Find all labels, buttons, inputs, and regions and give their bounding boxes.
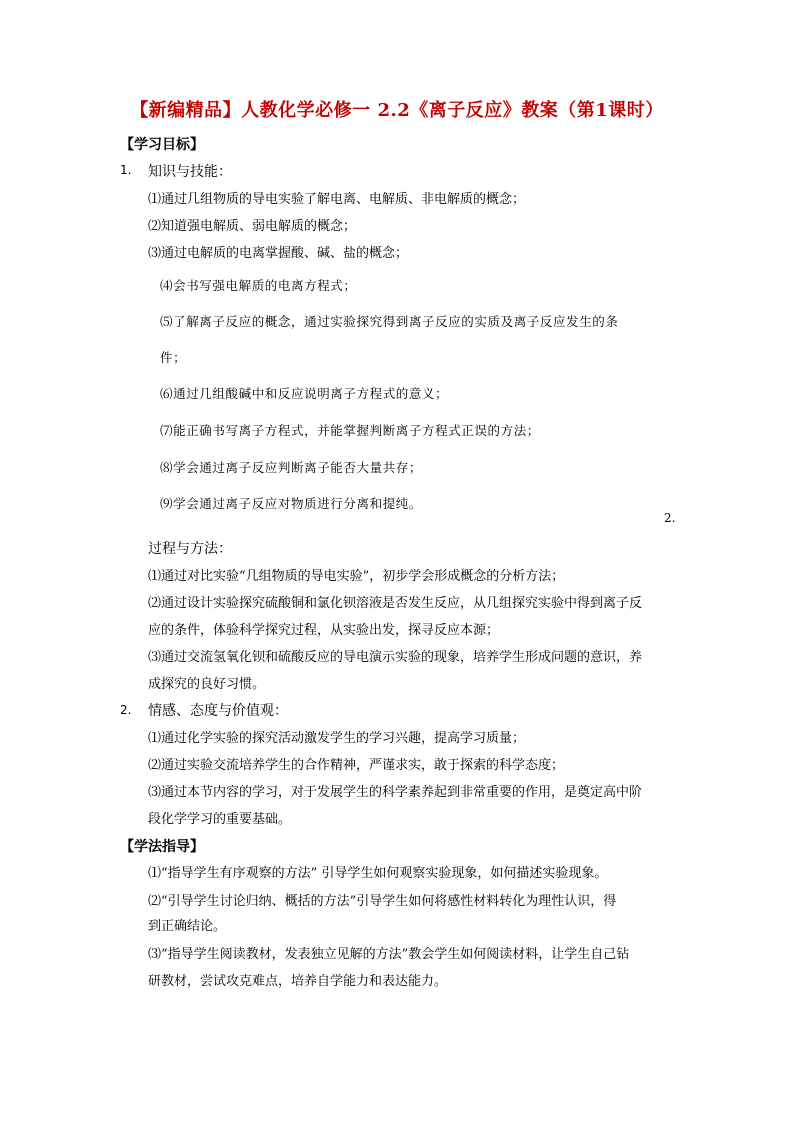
list-item: ⑻学会通过离子反应判断离子能否大量共存； bbox=[160, 460, 423, 475]
list-number: 2. bbox=[664, 511, 676, 525]
subsection-label: 过程与方法： bbox=[148, 541, 232, 557]
list-item: ⑵通过实验交流培养学生的合作精神，严谨求实，敢于探索的科学态度； bbox=[148, 758, 565, 773]
section-heading-objectives: 【学习目标】 bbox=[120, 137, 204, 153]
list-item: ⑴通过几组物质的导电实验了解电离、电解质、非电解质的概念； bbox=[148, 192, 526, 207]
list-item: ⑶通过电解质的电离掌握酸、碱、盐的概念； bbox=[148, 246, 409, 261]
list-item: 到正确结论。 bbox=[148, 919, 227, 934]
list-item: ⑴通过化学实验的探究活动激发学生的学习兴趣，提高学习质量； bbox=[148, 731, 526, 746]
subsection-label: 知识与技能： bbox=[148, 164, 232, 180]
list-item: 研教材，尝试攻克难点，培养自学能力和表达能力。 bbox=[148, 974, 448, 989]
list-item: ⑼学会通过离子反应对物质进行分离和提纯。 bbox=[160, 496, 423, 511]
list-item: ⑴“指导学生有序观察的方法” 引导学生如何观察实验现象，如何描述实验现象。 bbox=[148, 866, 608, 881]
list-item: 件； bbox=[160, 350, 187, 365]
list-item: ⑴通过对比实验“几组物质的导电实验”，初步学会形成概念的分析方法； bbox=[148, 569, 565, 584]
list-item: ⑷会书写强电解质的电离方程式； bbox=[160, 278, 357, 293]
page-title: 【新编精品】人教化学必修一 2.2《离子反应》教案（第1课时） bbox=[130, 100, 664, 121]
list-item: ⑹通过几组酸碱中和反应说明离子方程式的意义； bbox=[160, 386, 449, 401]
list-item: ⑶通过本节内容的学习，对于发展学生的科学素养起到非常重要的作用，是奠定高中阶 bbox=[148, 785, 643, 800]
list-item: ⑵“引导学生讨论归纳、概括的方法”引导学生如何将感性材料转化为理性认识，得 bbox=[148, 894, 617, 909]
list-number: 2. bbox=[120, 703, 132, 717]
list-item: ⑵通过设计实验探究硫酸铜和氯化钡溶液是否发生反应，从几组探究实验中得到离子反 bbox=[148, 596, 643, 611]
list-item: ⑺能正确书写离子方程式，并能掌握判断离子方程式正误的方法； bbox=[160, 423, 540, 438]
list-item: ⑸了解离子反应的概念，通过实验探究得到离子反应的实质及离子反应发生的条 bbox=[160, 314, 619, 329]
list-item: 成探究的良好习惯。 bbox=[148, 677, 266, 692]
list-item: 应的条件，体验科学探究过程，从实验出发，探寻反应本源； bbox=[148, 623, 500, 638]
section-heading-guidance: 【学法指导】 bbox=[120, 839, 204, 855]
list-number: 1. bbox=[120, 163, 132, 177]
list-item: 段化学学习的重要基础。 bbox=[148, 812, 292, 827]
list-item: ⑶通过交流氢氧化钡和硫酸反应的导电演示实验的现象，培养学生形成问题的意识，养 bbox=[148, 650, 643, 665]
list-item: ⑶“指导学生阅读教材，发表独立见解的方法”教会学生如何阅读材料，让学生自己钻 bbox=[148, 947, 630, 962]
list-item: ⑵知道强电解质、弱电解质的概念； bbox=[148, 219, 357, 234]
subsection-label: 情感、态度与价值观： bbox=[148, 703, 288, 719]
